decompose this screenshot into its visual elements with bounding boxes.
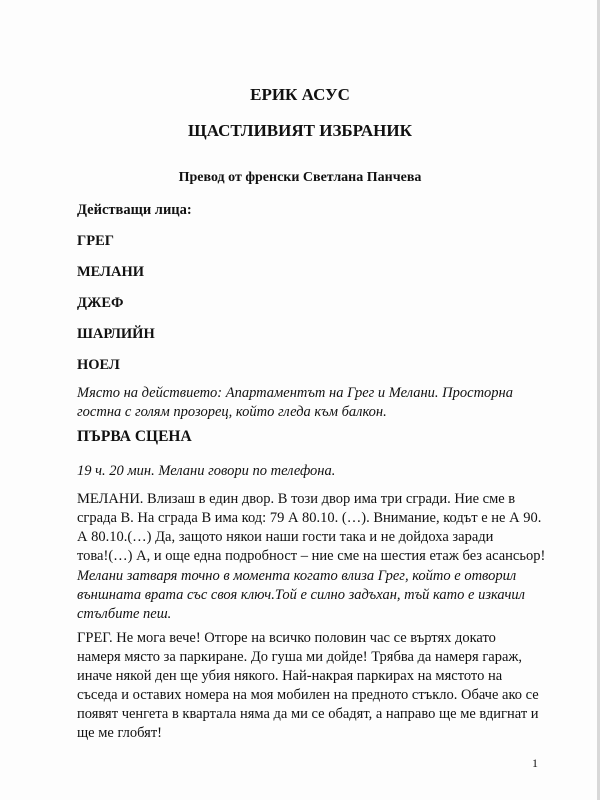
text-line: МЕЛАНИ. Влизаш в един двор. В този двор има три сгради. Ние сме в xyxy=(77,491,516,507)
text-line: гостна с голям прозорец, който гледа към балкон. xyxy=(77,404,387,420)
text-line: ГРЕГ. Не мога вече! Отгоре на всичко половин час се въртях докато xyxy=(77,630,496,646)
text-line: това!(…) А, и още една подробност – ние сме на шестия етаж без асансьор! xyxy=(77,548,546,564)
play-title: ЩАСТЛИВИЯТ ИЗБРАНИК xyxy=(188,121,412,140)
text-line: намеря място за паркиране. До гуша ми дойде! Трябва да намеря гараж, xyxy=(77,649,523,665)
scene-heading: ПЪРВА СЦЕНА xyxy=(77,428,192,445)
author-name: ЕРИК АСУС xyxy=(250,85,350,104)
text-line: иначе някой ден ще убия някого. Най-накрая паркирах на мястото на xyxy=(77,668,503,684)
text-line: Мелани затваря точно в момента когато влиза Грег, който е отворил xyxy=(77,568,517,584)
text-line: сграда В. На сграда В има код: 79 А 80.10. (…). Внимание, кодът е не А 90. xyxy=(77,510,542,526)
greg-speech xyxy=(77,629,547,743)
text-line: външната врата със своя ключ.Той е силно задъхан, тъй като е изкачил xyxy=(77,587,525,603)
stage-direction xyxy=(77,567,547,624)
character-name: ГРЕГ xyxy=(77,233,114,249)
text-line: ще ме глобят! xyxy=(77,725,163,741)
text-line: появят ченгета в квартала няма да ми се обадят, а направо ще ме вдигнат и xyxy=(77,706,539,722)
character-name: МЕЛАНИ xyxy=(77,264,144,280)
text-line: А 80.10.(…) Да, защото някои наши гости така и не дойдоха заради xyxy=(77,529,494,545)
character-name: ШАРЛИЙН xyxy=(77,326,155,342)
page-number: 1 xyxy=(532,756,538,770)
text-line: съседа и оставих номера на моя мобилен на предното стъкло. Обаче ако се xyxy=(77,687,539,703)
character-name: ДЖЕФ xyxy=(77,295,124,311)
characters-heading: Действащи лица: xyxy=(77,202,192,218)
stage-direction: 19 ч. 20 мин. Мелани говори по телефона. xyxy=(77,463,336,479)
melanie-speech xyxy=(77,490,547,566)
text-line: стълбите пеш. xyxy=(77,606,172,622)
translation-credit: Превод от френски Светлана Панчева xyxy=(178,170,422,185)
setting-description xyxy=(77,384,547,422)
character-name: НОЕЛ xyxy=(77,357,120,373)
text-line: Място на действието: Апартаментът на Грег и Мелани. Просторна xyxy=(77,385,513,401)
